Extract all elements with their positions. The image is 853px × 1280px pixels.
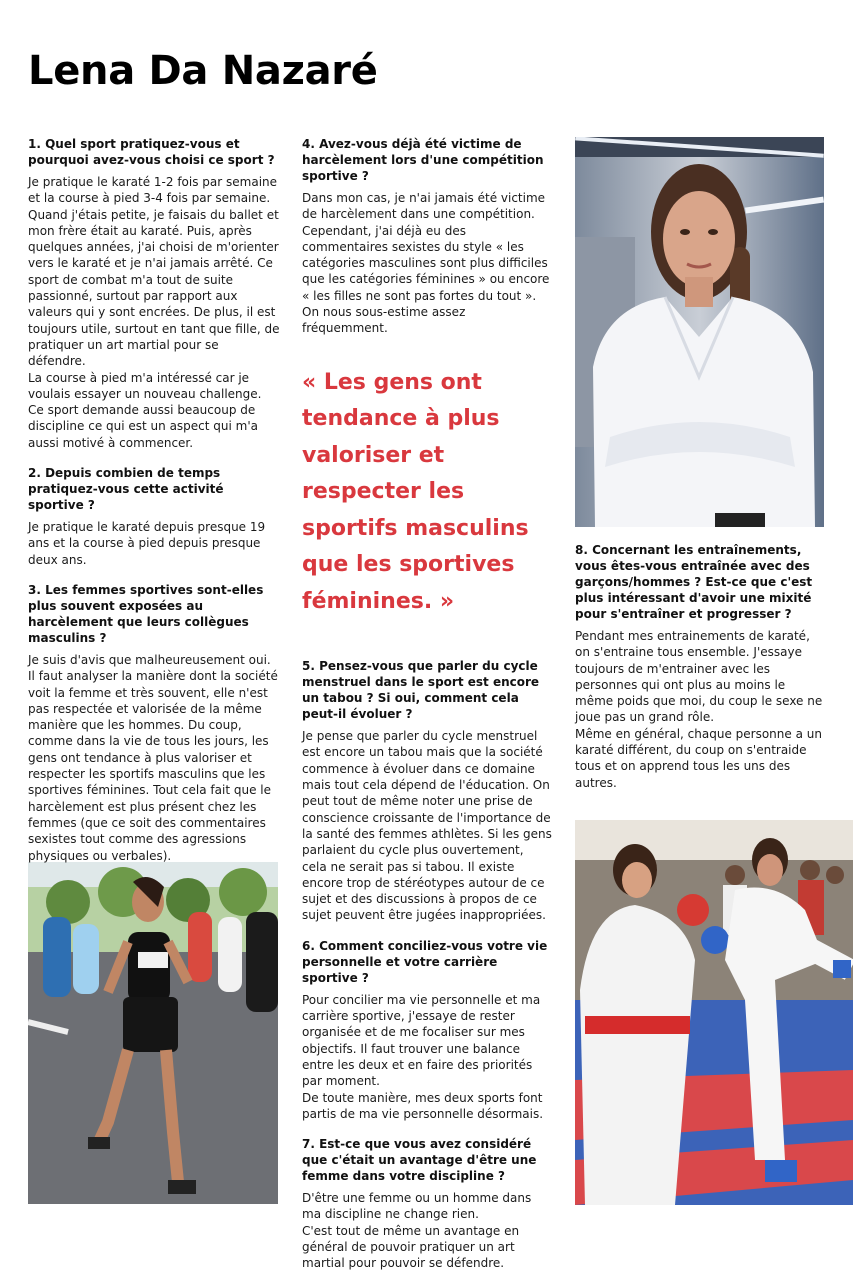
qa-block-2 [28,465,280,568]
answer-1 [28,174,280,451]
qa-block-6 [302,938,552,1122]
question-7: 7. Est-ce que vous avez considéré que c'était un avantage d'être une femme dans votre discipline ? [302,1137,537,1184]
column-3 [575,542,825,805]
answer-6 [302,992,552,1122]
running-photo [28,862,278,1204]
pull-quote: « Les gens ont tendance à plus valoriser et respecter les sportifs masculins que les sportives féminines. » [302,369,529,614]
answer-4-paragraph: Dans mon cas, je n'ai jamais été victime de harcèlement dans une compétition. Cependant, j'ai déjà eu des commentaires sexistes du style « les catégories masculines sont plus difficiles que les catégories féminines » ou encore « les filles ne sont pas fortes du tout ». On nous sous-estime assez fréquemment. [302,191,550,336]
answer-1-paragraph: Quand j'étais petite, je faisais du ballet et mon frère était au karaté. Puis, après quelques années, j'ai choisi de m'orienter vers le karaté et je n'ai jamais arrêté. Ce sport de combat m'a tout de suite passionné, surtout par rapport aux valeurs qui y sont encrées. De plus, il est toujours utile, surtout en tant que fille, de pratiquer un art martial pour se défendre. [28,207,280,369]
answer-7-paragraph: D'être une femme ou un homme dans ma discipline ne change rien. [302,1191,532,1222]
question-2: 2. Depuis combien de temps pratiquez-vous cette activité sportive ? [28,466,224,513]
qa-block-7 [302,1136,552,1271]
answer-6-paragraph: Pour concilier ma vie personnelle et ma carrière sportive, j'essaye de rester organisée et de me focaliser sur mes objectifs. Il faut trouver une balance entre les deux et en faire des priorités par moment. [302,992,541,1089]
portrait-photo [575,137,824,527]
column-1 [28,136,280,878]
question-4: 4. Avez-vous déjà été victime de harcèlement lors d'une compétition sportive ? [302,137,544,183]
answer-6-paragraph: De toute manière, mes deux sports font partis de ma vie personnelle désormais. [302,1090,544,1121]
qa-block-4 [302,136,552,337]
question-8: 8. Concernant les entraînements, vous êtes-vous entraînée avec des garçons/hommes ? Est-ce que c'est plus intéressant d'avoir une mixité pour s'entraîner et progresser ? [575,543,813,621]
answer-1-paragraph: Je pratique le karaté 1-2 fois par semaine et la course à pied 3-4 fois par semaine. [28,175,278,206]
karate-photo [575,820,853,1205]
answer-4 [302,190,552,337]
answer-1-paragraph: La course à pied m'a intéressé car je voulais essayer un nouveau challenge. Ce sport demande aussi beaucoup de discipline ce qui est un aspect qui m'a aussi motivé à commencer. [28,370,262,450]
answer-7 [302,1190,552,1271]
answer-5 [302,728,552,924]
qa-block-5 [302,658,552,924]
qa-block-1 [28,136,280,451]
answer-8 [575,628,825,791]
answer-2 [28,519,280,568]
article-title: Lena Da Nazaré [28,48,378,94]
question-1: 1. Quel sport pratiquez-vous et pourquoi avez-vous choisi ce sport ? [28,137,275,167]
answer-3-paragraph: Je suis d'avis que malheureusement oui. Il faut analyser la manière dont la société voit la femme et très souvent, elle n'est pas respectée et valorisée de la même manière que les hommes. Du coup, comme dans la vie de tous les jours, les gens ont tendance à plus valoriser et respecter les sportifs masculins que les sportives féminines. Tout cela fait que le harcèlement est plus présent chez les femmes (que ce soit des commentaires sexistes tout comme des agressions physiques ou verbales). [28,652,278,863]
question-5: 5. Pensez-vous que parler du cycle menstruel dans le sport est encore un tabou ? Si oui, comment cela peut-il évoluer ? [302,659,540,722]
answer-2-paragraph: Je pratique le karaté depuis presque 19 ans et la course à pied depuis presque deux ans. [28,520,266,567]
qa-block-3 [28,582,280,864]
question-3: 3. Les femmes sportives sont-elles plus souvent exposées au harcèlement que leurs collègues masculins ? [28,582,264,645]
answer-8-paragraph: Pendant mes entrainements de karaté, on s'entraine tous ensemble. J'essaye toujours de m'entrainer avec les personnes qui ont plus au moins le même poids que moi, du coup le sexe ne joue pas un grand rôle. [575,629,823,725]
answer-3 [28,652,280,864]
qa-block-8 [575,542,825,791]
answer-5-paragraph: Je pense que parler du cycle menstruel est encore un tabou mais que la société commence à évoluer dans ce domaine mais tout cela dépend de l'éducation. On peut tout de même noter une prise de conscience croissante de l'importance de la santé des femmes athlètes. Si les gens parlaient du cycle plus ouvertement, cela ne serait pas si tabou. Il existe encore trop de stéréotypes autour de ce sujet et des discussions à propos de ce sujet peuvent être jugées inappropriées. [302,729,552,923]
column-2 [302,136,552,1280]
answer-8-paragraph: Même en général, chaque personne a un karaté différent, du coup on s'entraide tous et on apprend tous les uns des autres. [575,726,822,790]
answer-7-paragraph: C'est tout de même un avantage en général de pouvoir pratiquer un art martial pour pouvoir se défendre. [302,1223,520,1271]
question-6: 6. Comment conciliez-vous votre vie personnelle et votre carrière sportive ? [302,938,548,985]
